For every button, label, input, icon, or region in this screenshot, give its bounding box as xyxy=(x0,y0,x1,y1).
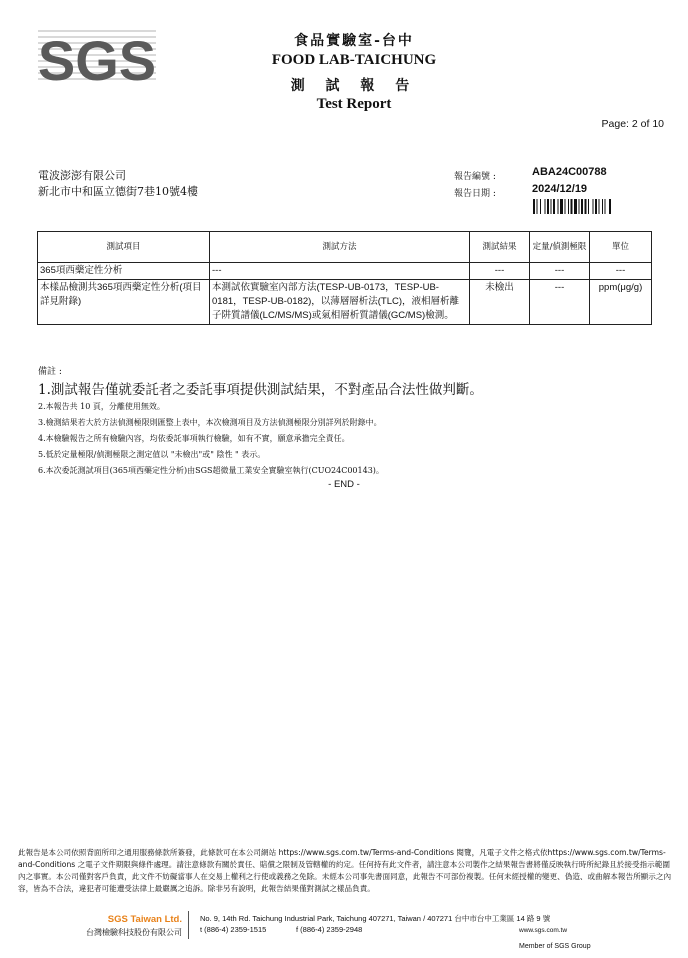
notes-title: 備註 : xyxy=(38,367,62,377)
barcode-bar xyxy=(571,199,573,214)
note-item: 1.測試報告僅就委託者之委託事項提供測試結果，不對產品合法性做判斷。 xyxy=(38,382,483,398)
barcode-bar xyxy=(581,199,583,214)
barcode xyxy=(533,199,645,214)
barcode-bar xyxy=(574,199,577,214)
note-item: 6.本次委託測試項目(365項西藥定性分析)由SGS超微量工業安全實驗室執行(CUO24C00143)。 xyxy=(38,466,384,475)
report-number-label: 報告編號 : xyxy=(454,172,496,182)
company-name-zh: 台灣檢驗科技股份有限公司 xyxy=(86,928,182,937)
barcode-bar xyxy=(547,199,549,214)
cell-limit: --- xyxy=(530,280,590,325)
note-item: 2.本報告共 10 頁，分離使用無效。 xyxy=(38,402,165,411)
cell-item: 365項西藥定性分析 xyxy=(38,263,210,280)
company-fax: f (886-4) 2359-2948 xyxy=(296,925,363,934)
barcode-bar xyxy=(595,199,597,214)
cell-limit: --- xyxy=(530,263,590,280)
sgs-logo xyxy=(38,26,156,88)
report-title-en: Test Report xyxy=(316,96,392,112)
col-header-unit: 單位 xyxy=(590,232,652,263)
report-number: ABA24C00788 xyxy=(532,166,607,178)
col-header-limit: 定量/偵測極限 xyxy=(530,232,590,263)
barcode-bar xyxy=(540,199,541,214)
cell-item: 本樣品檢測共365項西藥定性分析(項目詳見附錄) xyxy=(38,280,210,325)
barcode-bar xyxy=(565,199,566,214)
barcode-bar xyxy=(537,199,538,214)
company-website: www.sgs.com.tw xyxy=(519,927,568,934)
legal-disclaimer: 此報告是本公司依照背面所印之通用服務條款所簽發，此條款可在本公司網站 https://www.sgs.com.tw/Terms-and-Conditions 閱覽，凡電子文件之格式依https://www.sgs.com.tw/Terms-and-Conditions 之電子文件期限與條件處理。請注意條款有關於責任、賠償之限制及管轄權的約定。任何持有此文件者，請注意本公司製作之結果報告書將僅反映執行時所紀錄且於接受指示範圍內之事實。本公司僅對客戶負責，此文件不妨礙當事人在交易上權利之行使或義務之免除。未經本公司事先書面同意，此報告不可部份複製。任何未經授權的變更、偽造、或曲解本報告所顯示之內容，皆為不合法，違犯者可能遭受法律上最嚴厲之追訴。除非另有說明，此報告結果僅對測試之樣品負責。 xyxy=(18,848,672,893)
barcode-bar xyxy=(585,199,587,214)
report-date-label: 報告日期 : xyxy=(454,189,496,199)
barcode-bar xyxy=(609,199,611,214)
note-item: 4.本檢驗報告之所有檢驗內容，均依委託事項執行檢驗，如有不實，願意承擔完全責任。 xyxy=(38,434,350,443)
barcode-bar xyxy=(579,199,580,214)
client-name: 電波澎澎有限公司 xyxy=(38,169,126,182)
cell-unit: ppm(μg/g) xyxy=(590,280,652,325)
note-item: 3.檢測結果若大於方法偵測極限則匯整上表中，本次檢測項目及方法偵測極限分別詳列於附錄中。 xyxy=(38,418,382,427)
barcode-bar xyxy=(593,199,594,214)
col-header-item: 測試項目 xyxy=(38,232,210,263)
cell-result: --- xyxy=(470,263,530,280)
cell-result: 未檢出 xyxy=(470,280,530,325)
barcode-bar xyxy=(602,199,603,214)
lab-title-zh: 食品實驗室-台中 xyxy=(294,33,414,49)
results-table xyxy=(37,231,652,325)
barcode-bar xyxy=(560,199,563,214)
barcode-bar xyxy=(551,199,552,214)
page-number: Page: 2 of 10 xyxy=(601,118,664,130)
cell-method: 本測試依實驗室內部方法(TESP-UB-0173，TESP-UB-0181，TESP-UB-0182)，以薄層層析法(TLC)，液相層析離子阱質譜儀(LC/MS/MS)或氣相層析質譜儀(GC/MS)檢測。 xyxy=(210,280,470,325)
group-membership: Member of SGS Group xyxy=(519,943,591,950)
barcode-bar xyxy=(558,199,559,214)
note-item: 5.低於定量極限/偵測極限之測定值以 "未檢出"或" 陰性 " 表示。 xyxy=(38,450,266,459)
table-row xyxy=(38,263,652,280)
company-phone: t (886-4) 2359-1515 xyxy=(200,925,267,934)
company-address: No. 9, 14th Rd. Taichung Industrial Park, Taichung 407271, Taiwan / 407271 台中市台中工業區 14 路 9 號 xyxy=(200,914,551,923)
cell-unit: --- xyxy=(590,263,652,280)
client-address: 新北市中和區立德街7巷10號4樓 xyxy=(38,185,198,198)
end-marker: - END - xyxy=(328,479,360,490)
table-row xyxy=(38,280,652,325)
barcode-bar xyxy=(588,199,589,214)
barcode-bar xyxy=(545,199,546,214)
table-header-row xyxy=(38,232,652,263)
footer-divider xyxy=(188,911,189,939)
col-header-result: 測試結果 xyxy=(470,232,530,263)
barcode-bar xyxy=(533,199,535,214)
barcode-bar xyxy=(605,199,606,214)
barcode-bar xyxy=(599,199,600,214)
logo-text: SGS xyxy=(38,29,156,88)
cell-method: --- xyxy=(210,263,470,280)
footer-company xyxy=(62,914,182,938)
barcode-bar xyxy=(568,199,569,214)
col-header-method: 測試方法 xyxy=(210,232,470,263)
report-date: 2024/12/19 xyxy=(532,183,588,195)
barcode-bar xyxy=(553,199,555,214)
report-title-zh: 測 試 報 告 xyxy=(290,78,418,94)
company-name-en: SGS Taiwan Ltd. xyxy=(107,914,182,925)
lab-title-en: FOOD LAB-TAICHUNG xyxy=(271,52,437,68)
